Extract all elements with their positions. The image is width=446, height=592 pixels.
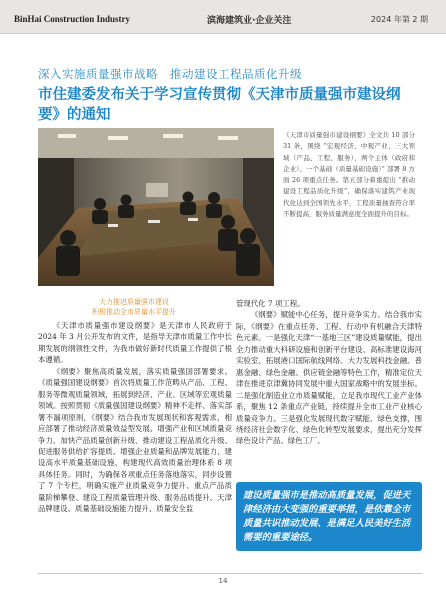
body-column-left (38, 320, 232, 515)
section-heading-line2: 积极推动全市质量水平提升 (92, 308, 176, 316)
photo-caption: 《天津市质量强市建设纲要》全文共 10 部分 31 条，围绕 “宏观经济、中观产业、三大领域（产品、工程、服务）、两个主体（政府和企业）、一个基础（质量基础设施）” 部署 8 方面 26 项重点任务。第五部分着重提出 “推动建设工程品质化升级”，确保落实建筑产业现代化达到全国领先水平，工程质量抽查符合率不断提高，服务质量满意度全面提升的目标。 (283, 131, 415, 219)
section-heading (38, 297, 230, 317)
article-subtitle: 深入实施质量强市战略 推动建设工程品质化升级 (38, 67, 302, 81)
magazine-name: BinHai Construction Industry (14, 14, 131, 24)
page-header (0, 0, 446, 34)
section-heading-line1: 大力推进质量强市建设 (99, 298, 169, 306)
article-title: 市住建委发布关于学习宣传贯彻《天津市质量强市建设纲要》的通知 (38, 87, 401, 123)
body-paragraph: 管现代化 7 项工程。 (236, 299, 305, 308)
pull-quote-box (236, 482, 422, 551)
meeting-photo (38, 128, 274, 286)
pull-quote-text: 建设质量强市是推动高质量发展，促进天津经济由大变强的重要举措，是依靠全市质量共识推动发展、是满足人民美好生活需要的重要途径。 (243, 490, 411, 543)
body-paragraph: 《纲要》赋能中心任务，提升竞争实力。结合我市实际，《纲要》在重点任务、工程、行动中有机融合天津特色元素。一是强化天津“一基地三区”建设质量赋能，提出全力推动重大科研设施和创新平台建设、高标准建设海河实验室、拓展港口国际航线网络、大力发展科技金融、普惠金融、绿色金融、供应链金融等特色工作，精准定位天津在推进京津冀协同发展中重大国家战略中的发展坐标。二是强化制造业立市质量赋能，立足我市现代工业产业体系，聚焦 12 条重点产业链，持续提升全市工业产业核心质量竞争力。三是强化发展现代数字赋能、绿色支撑，围绕经济社会数字化、绿色化转型发展要求，提出充分发挥绿色设计产品、绿色工厂、 (236, 310, 422, 446)
body-column-right (236, 298, 422, 447)
issue-number: 2024 年第 2 期 (370, 15, 428, 24)
body-paragraph: 《天津市质量强市建设纲要》是天津市人民政府于 2024 年 3 月公开发布的文件，是指导天津市质量工作中长期发展的纲领性文件，为我市做好新时代质量工作提供了根本遵循。 (38, 321, 232, 365)
page-number: 14 (218, 577, 228, 585)
column-name: 滨海建筑业·企业关注 (207, 16, 292, 26)
footer-divider (38, 573, 422, 574)
body-paragraph: 《纲要》聚焦高质量发展，落实质量强国部署要求。《质量强国建设纲要》首次将质量工作范畴从产品、工程、服务等微观质量领域，拓展到经济、产业、区域等宏观质量领域。按照贯彻《质量强国建设纲要》精神不走样、落实部署不漏项原则，《纲要》结合我市发展现状和客观需求，相应部署了推动经济质量效益型发展、增强产业和区域质量竞争力、加快产品质量创新升级、推动建设工程品质化升级、促进服务供给扩容提质、增强企业质量和品牌发展能力、建设高水平质量基础设施、构建现代高效质量治理体系 8 项具体任务。同时，为确保各项重点任务落地落实，同步设置了 7 个专栏，明确实施产业质量竞争力提升、重点产品质量阶梯攀登、建设工程质量管理升级、服务品质提升、天津品牌建设、质量基础设施能力提升、质量安全监 (38, 366, 232, 514)
